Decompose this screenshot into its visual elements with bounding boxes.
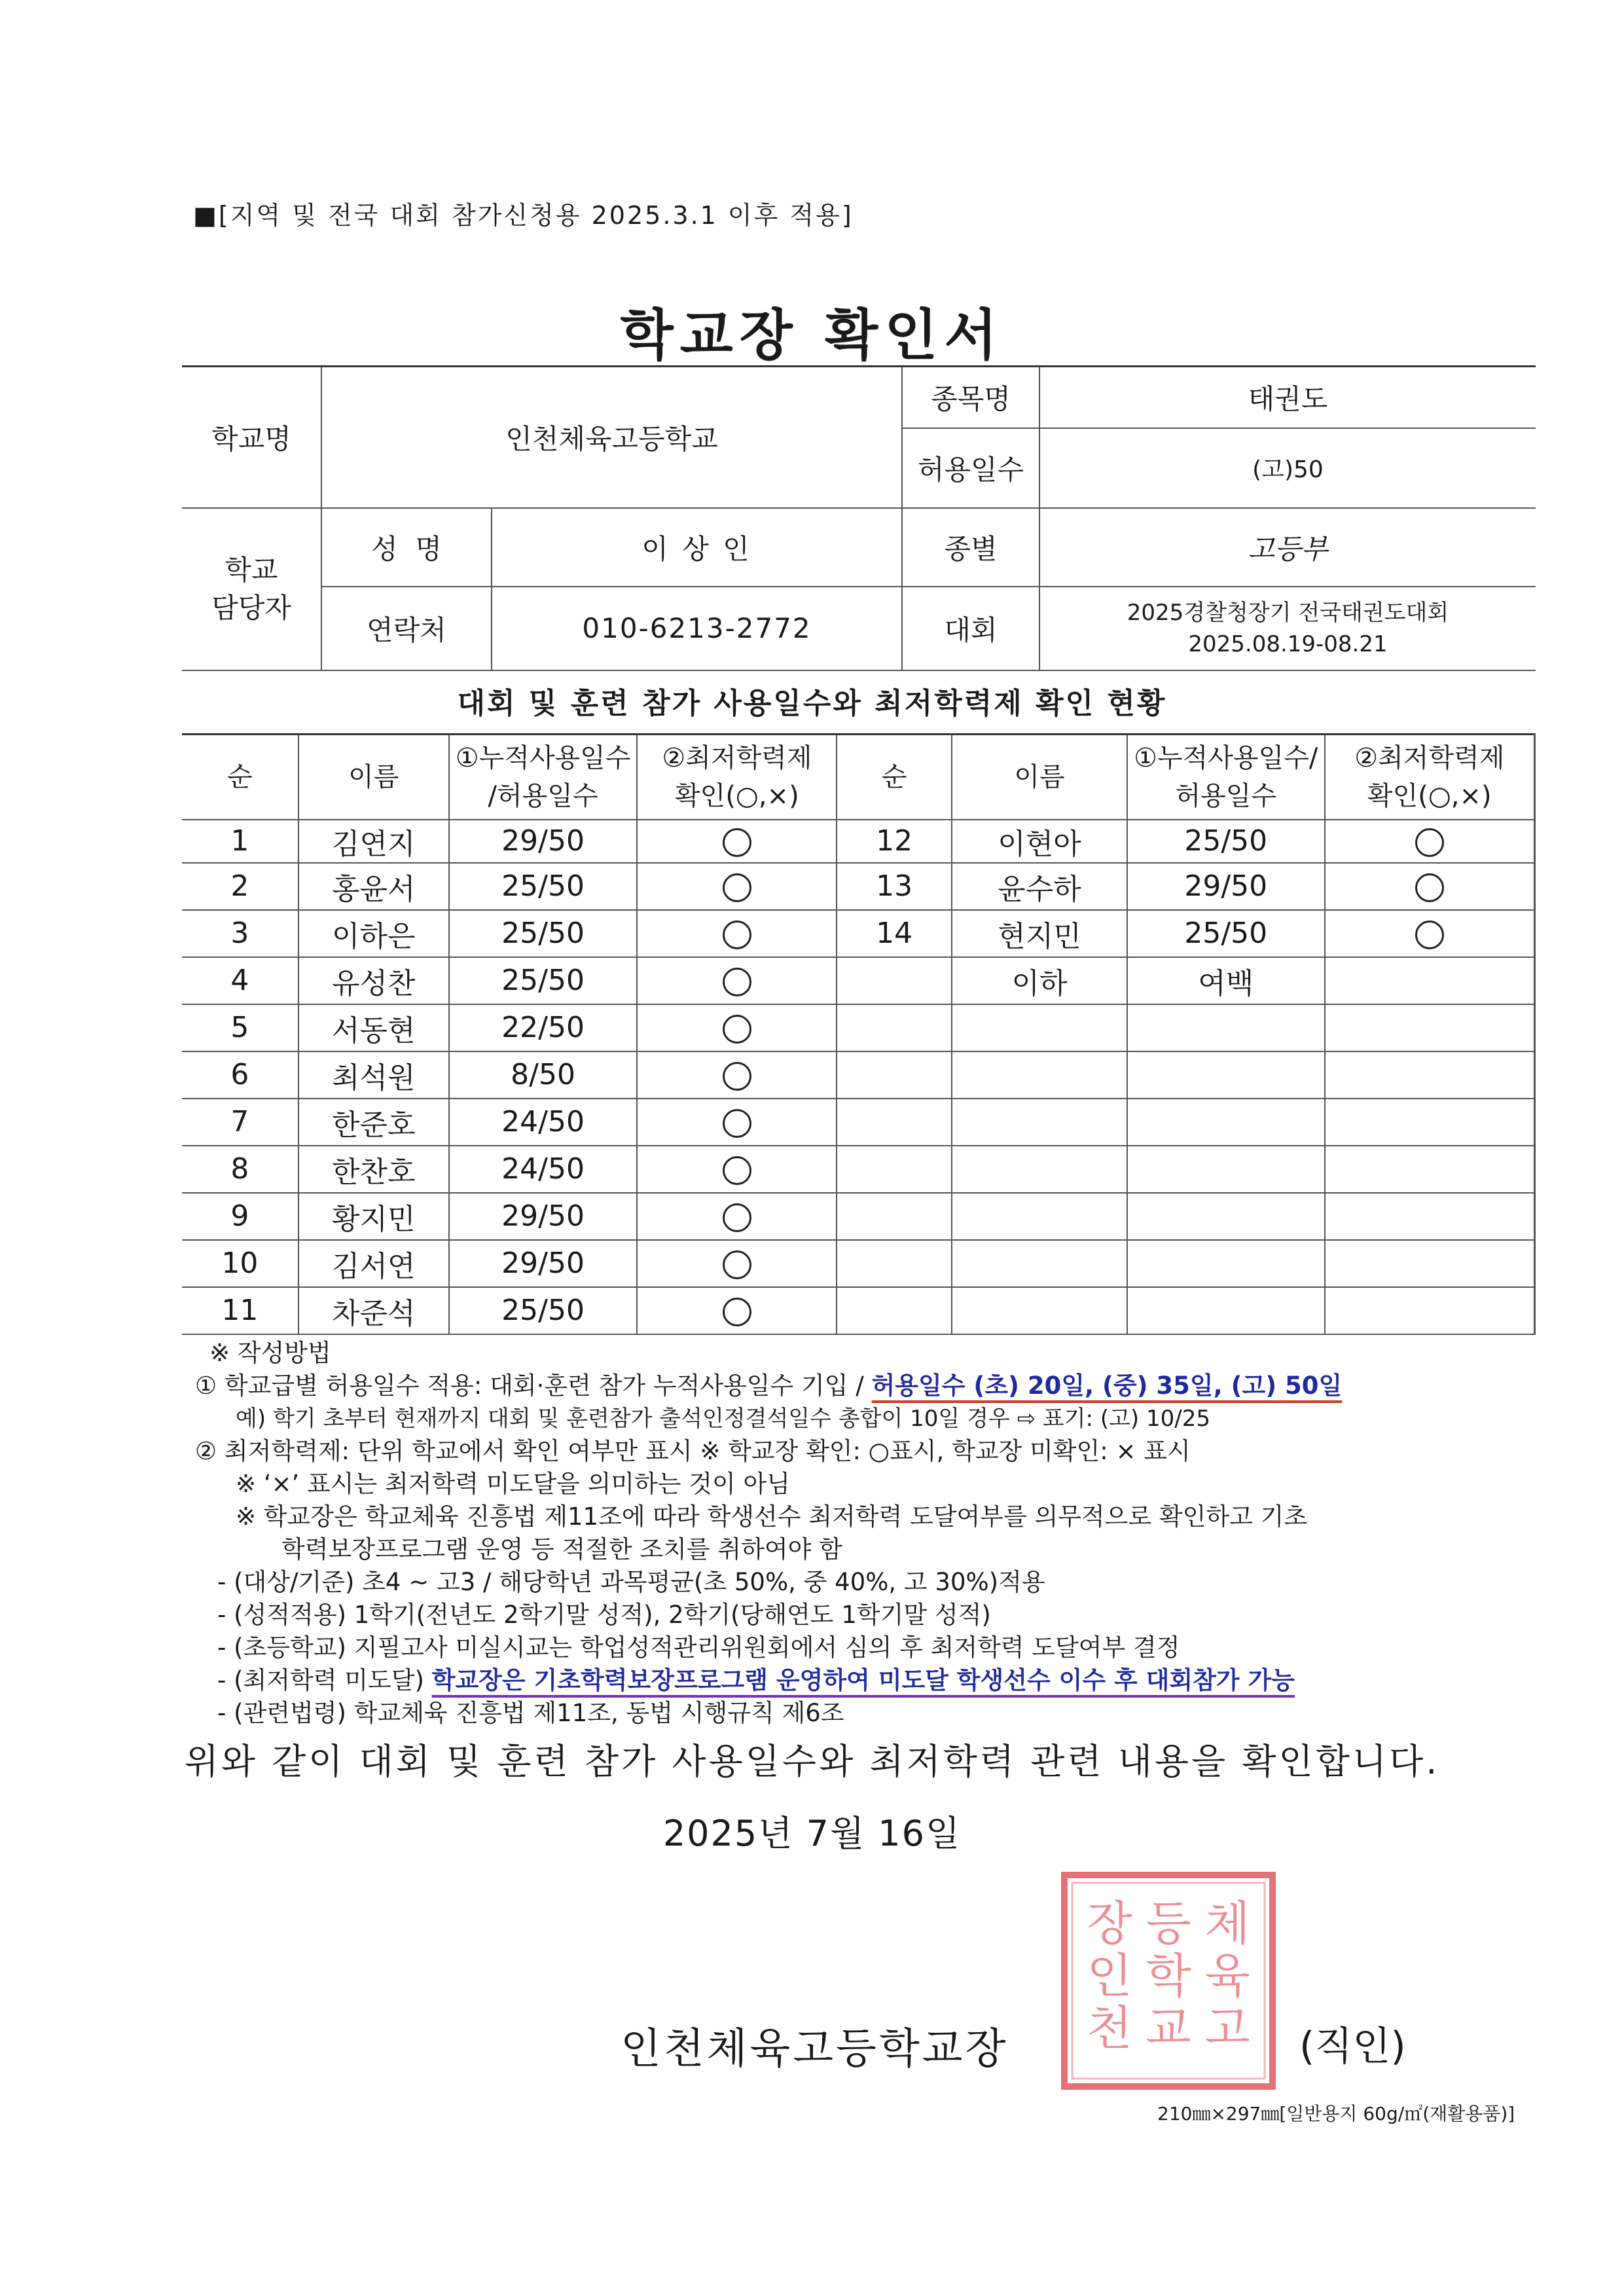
paper-spec: 210㎜×297㎜[일반용지 60g/㎡(재활용품)] xyxy=(1157,2103,1515,2124)
notes-heading: ※ 작성방법 xyxy=(209,1339,331,1367)
svg-text:체: 체 xyxy=(1204,1896,1250,1951)
table-row xyxy=(182,1146,1535,1193)
left-academic-check xyxy=(637,1099,837,1146)
circle-mark-icon xyxy=(723,828,751,857)
competition-value xyxy=(1039,587,1536,670)
empty-cell xyxy=(837,1240,952,1287)
right-no-cell xyxy=(837,957,952,1004)
table-row xyxy=(182,820,1535,863)
table-row xyxy=(182,1193,1535,1240)
circle-mark-icon xyxy=(723,1062,751,1091)
left-academic-check xyxy=(637,957,837,1004)
note-2-a: ※ ‘×’ 표시는 최저학력 미도달을 의미하는 것이 아님 xyxy=(236,1470,790,1498)
empty-cell xyxy=(1127,1287,1325,1334)
empty-cell xyxy=(837,1099,952,1146)
usage-table xyxy=(182,733,1536,1335)
event-label: 종목명 xyxy=(902,367,1039,428)
empty-cell xyxy=(1325,1146,1535,1193)
table-row xyxy=(182,910,1535,957)
left-no-cell: 1 xyxy=(182,820,298,863)
table-row xyxy=(182,1004,1535,1051)
left-academic-check xyxy=(637,1051,837,1099)
note-2-b1: ※ 학교장은 학교체육 진흥법 제11조에 따라 학생선수 최저학력 도달여부를 의무적으로 확인하고 기초 xyxy=(236,1503,1308,1531)
detail-grades: - (성적적용) 1학기(전년도 2학기말 성적), 2학기(당해연도 1학기말 성적) xyxy=(217,1601,991,1629)
svg-text:천: 천 xyxy=(1087,2001,1132,2056)
allowed-days-value: (고)50 xyxy=(1039,428,1536,508)
empty-cell xyxy=(1325,1240,1535,1287)
right-days-cell: 25/50 xyxy=(1127,910,1325,957)
manager-name: 이 상 인 xyxy=(492,508,902,587)
circle-mark-icon xyxy=(1415,873,1444,902)
left-name-cell: 김연지 xyxy=(298,820,449,863)
right-days-cell: 25/50 xyxy=(1127,820,1325,863)
header-days-right-line1: ①누적사용일수/ xyxy=(1134,742,1318,773)
empty-cell xyxy=(837,1193,952,1240)
header-note: ■[지역 및 전국 대회 참가신청용 2025.3.1 이후 적용] xyxy=(193,201,854,230)
circle-mark-icon xyxy=(723,1298,751,1326)
left-no-cell: 5 xyxy=(182,1004,298,1051)
right-academic-check xyxy=(1325,957,1535,1004)
header-academic-right-line2: 확인(○,×) xyxy=(1367,780,1492,811)
circle-mark-icon xyxy=(723,1203,751,1232)
table-row xyxy=(182,1240,1535,1287)
right-no-cell: 14 xyxy=(837,910,952,957)
note-2-b2: 학력보장프로그램 운영 등 적절한 조치를 취하여야 함 xyxy=(281,1535,842,1563)
empty-cell xyxy=(1127,1146,1325,1193)
school-name: 인천체육고등학교 xyxy=(321,367,902,508)
circle-mark-icon xyxy=(723,1250,751,1279)
left-days-cell: 25/50 xyxy=(449,1287,638,1334)
circle-mark-icon xyxy=(723,968,751,996)
left-no-cell: 11 xyxy=(182,1287,298,1334)
svg-text:장: 장 xyxy=(1087,1896,1132,1951)
left-days-cell: 22/50 xyxy=(449,1004,638,1051)
left-name-cell: 홍윤서 xyxy=(298,863,449,910)
seal-label: (직인) xyxy=(1299,2024,1406,2069)
left-no-cell: 4 xyxy=(182,957,298,1004)
contact-value: 010-6213-2772 xyxy=(492,587,902,670)
left-name-cell: 유성찬 xyxy=(298,957,449,1004)
event-value: 태권도 xyxy=(1039,367,1536,428)
manager-label: 학교 담당자 xyxy=(182,508,321,670)
right-academic-check xyxy=(1325,863,1535,910)
confirmation-statement: 위와 같이 대회 및 훈련 참가 사용일수와 최저학력 관련 내용을 확인합니다. xyxy=(184,1741,1440,1782)
left-no-cell: 7 xyxy=(182,1099,298,1146)
empty-cell xyxy=(1325,1287,1535,1334)
empty-cell xyxy=(1325,1004,1535,1051)
table-row xyxy=(182,1287,1535,1334)
usage-subtitle: 대회 및 훈련 참가 사용일수와 최저학력제 확인 현황 xyxy=(457,687,1167,720)
right-name-cell: 이하 xyxy=(952,957,1127,1004)
note-2: ② 최저학력제: 단위 학교에서 확인 여부만 표시 ※ 학교장 확인: ○표시, 학교장 미확인: × 표시 xyxy=(195,1437,1191,1465)
left-no-cell: 2 xyxy=(182,863,298,910)
left-days-cell: 29/50 xyxy=(449,1193,638,1240)
empty-cell xyxy=(1127,1240,1325,1287)
left-name-cell: 이하은 xyxy=(298,910,449,957)
header-days-line1: ①누적사용일수 xyxy=(455,742,631,773)
left-academic-check xyxy=(637,1240,837,1287)
left-academic-check xyxy=(637,910,837,957)
header-name-right: 이름 xyxy=(952,735,1127,820)
note-1 xyxy=(195,1370,1563,1402)
left-academic-check xyxy=(637,820,837,863)
empty-cell xyxy=(1325,1051,1535,1099)
empty-cell xyxy=(952,1193,1127,1240)
left-days-cell: 25/50 xyxy=(449,863,638,910)
empty-cell xyxy=(952,1051,1127,1099)
left-name-cell: 황지민 xyxy=(298,1193,449,1240)
table-row xyxy=(182,863,1535,910)
name-label: 성 명 xyxy=(321,508,492,587)
empty-cell xyxy=(1325,1193,1535,1240)
detail-unmet xyxy=(195,1664,1563,1697)
competition-name: 2025경찰청장기 전국태권도대회 xyxy=(1127,599,1449,626)
svg-text:육: 육 xyxy=(1204,1948,1250,2003)
circle-mark-icon xyxy=(723,1015,751,1044)
note-1-example: 예) 학기 초부터 현재까지 대회 및 훈련참가 출석인정결석일수 총합이 10일 경우 ⇨ 표기: (고) 10/25 xyxy=(236,1406,1210,1432)
writing-instructions xyxy=(195,1337,1563,1730)
right-name-cell: 윤수하 xyxy=(952,863,1127,910)
empty-cell xyxy=(1127,1193,1325,1240)
left-no-cell: 9 xyxy=(182,1193,298,1240)
empty-cell xyxy=(952,1099,1127,1146)
left-name-cell: 한준호 xyxy=(298,1099,449,1146)
empty-cell xyxy=(837,1146,952,1193)
competition-label: 대회 xyxy=(902,587,1039,670)
issue-date: 2025년 7월 16일 xyxy=(662,1813,962,1854)
header-academic-right xyxy=(1325,735,1535,820)
header-academic-line1: ②최저학력제 xyxy=(662,742,812,773)
left-days-cell: 24/50 xyxy=(449,1146,638,1193)
header-academic xyxy=(637,735,837,820)
left-academic-check xyxy=(637,1193,837,1240)
empty-cell xyxy=(1127,1099,1325,1146)
right-no-cell: 13 xyxy=(837,863,952,910)
empty-cell xyxy=(952,1240,1127,1287)
page-title: 학교장 확인서 xyxy=(620,303,1004,367)
header-name: 이름 xyxy=(298,735,449,820)
table-row xyxy=(182,957,1535,1004)
info-table xyxy=(182,365,1536,671)
circle-mark-icon xyxy=(723,1109,751,1138)
contact-label: 연락처 xyxy=(321,587,492,670)
svg-text:등: 등 xyxy=(1146,1896,1191,1951)
circle-mark-icon xyxy=(1415,828,1444,857)
left-name-cell: 김서연 xyxy=(298,1240,449,1287)
allowed-days-label: 허용일수 xyxy=(902,428,1039,508)
official-seal xyxy=(1060,1871,1276,2090)
header-days-line2: /허용일수 xyxy=(488,780,598,811)
left-name-cell: 한찬호 xyxy=(298,1146,449,1193)
svg-text:인: 인 xyxy=(1087,1948,1132,2003)
detail-target: - (대상/기준) 초4 ~ 고3 / 해당학년 과목평균(초 50%, 중 40%, 고 30%)적용 xyxy=(217,1568,1045,1596)
signer-name: 인천체육고등학교장 xyxy=(621,2025,1009,2073)
left-no-cell: 3 xyxy=(182,910,298,957)
school-label: 학교명 xyxy=(182,367,321,508)
empty-cell xyxy=(837,1287,952,1334)
empty-cell xyxy=(1325,1099,1535,1146)
empty-cell xyxy=(837,1051,952,1099)
left-no-cell: 6 xyxy=(182,1051,298,1099)
header-days-right-line2: 허용일수 xyxy=(1175,780,1277,811)
detail-unmet-text: - (최저학력 미도달) xyxy=(217,1666,432,1694)
left-academic-check xyxy=(637,1146,837,1193)
circle-mark-icon xyxy=(1415,920,1444,949)
circle-mark-icon xyxy=(723,1156,751,1185)
division-label: 종별 xyxy=(902,508,1039,587)
left-days-cell: 8/50 xyxy=(449,1051,638,1099)
svg-text:교: 교 xyxy=(1146,2001,1191,2056)
right-academic-check xyxy=(1325,820,1535,863)
right-name-cell: 이현아 xyxy=(952,820,1127,863)
left-academic-check xyxy=(637,1287,837,1334)
empty-cell xyxy=(1127,1004,1325,1051)
header-days-right xyxy=(1127,735,1325,820)
table-row xyxy=(182,1051,1535,1099)
svg-text:학: 학 xyxy=(1146,1948,1191,2003)
right-days-cell: 29/50 xyxy=(1127,863,1325,910)
left-name-cell: 최석원 xyxy=(298,1051,449,1099)
circle-mark-icon xyxy=(723,873,751,902)
empty-cell xyxy=(952,1287,1127,1334)
circle-mark-icon xyxy=(723,920,751,949)
left-academic-check xyxy=(637,863,837,910)
left-days-cell: 25/50 xyxy=(449,910,638,957)
competition-dates: 2025.08.19-08.21 xyxy=(1188,630,1388,657)
left-days-cell: 29/50 xyxy=(449,1240,638,1287)
empty-cell xyxy=(1127,1051,1325,1099)
detail-elementary: - (초등학교) 지필고사 미실시교는 학업성적관리위원회에서 심의 후 최저학력 도달여부 결정 xyxy=(217,1633,1180,1662)
note-1-text: ① 학교급별 허용일수 적용: 대회·훈련 참가 누적사용일수 기입 / xyxy=(195,1372,872,1400)
empty-cell xyxy=(952,1004,1127,1051)
right-name-cell: 현지민 xyxy=(952,910,1127,957)
left-no-cell: 10 xyxy=(182,1240,298,1287)
left-name-cell: 서동현 xyxy=(298,1004,449,1051)
header-academic-right-line1: ②최저학력제 xyxy=(1354,742,1505,773)
detail-laws: - (관련법령) 학교체육 진흥법 제11조, 동법 시행규칙 제6조 xyxy=(217,1699,844,1727)
division-value: 고등부 xyxy=(1039,508,1536,587)
header-no: 순 xyxy=(182,735,298,820)
header-academic-line2: 확인(○,×) xyxy=(675,780,799,811)
right-days-cell: 여백 xyxy=(1127,957,1325,1004)
right-no-cell: 12 xyxy=(837,820,952,863)
right-academic-check xyxy=(1325,910,1535,957)
empty-cell xyxy=(952,1146,1127,1193)
left-days-cell: 25/50 xyxy=(449,957,638,1004)
empty-cell xyxy=(837,1004,952,1051)
left-days-cell: 24/50 xyxy=(449,1099,638,1146)
table-row xyxy=(182,1099,1535,1146)
svg-text:고: 고 xyxy=(1204,2001,1250,2056)
left-days-cell: 29/50 xyxy=(449,820,638,863)
header-no-right: 순 xyxy=(837,735,952,820)
left-no-cell: 8 xyxy=(182,1146,298,1193)
header-days xyxy=(449,735,638,820)
left-name-cell: 차준석 xyxy=(298,1287,449,1334)
note-1-highlight: 허용일수 (초) 20일, (중) 35일, (고) 50일 xyxy=(871,1372,1343,1400)
detail-unmet-highlight: 학교장은 기초학력보장프로그램 운영하여 미도달 학생선수 이수 후 대회참가 가능 xyxy=(431,1666,1295,1694)
left-academic-check xyxy=(637,1004,837,1051)
